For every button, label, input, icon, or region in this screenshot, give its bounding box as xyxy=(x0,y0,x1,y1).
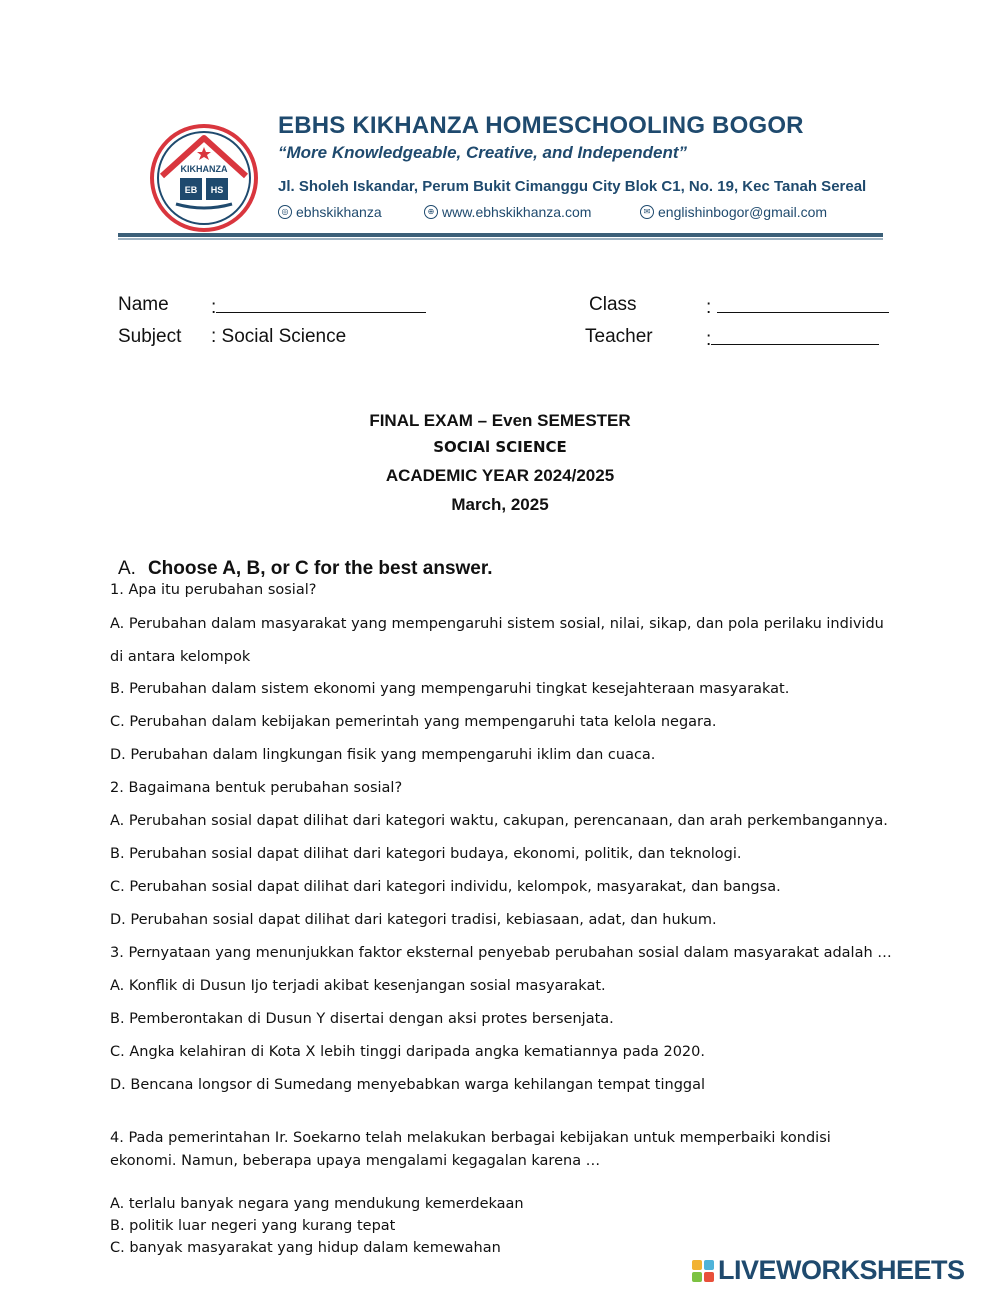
q2-option-a[interactable]: A. Perubahan sosial dapat dilihat dari kategori waktu, cakupan, perencanaan, dan arah perkembangannya. xyxy=(110,813,888,829)
website-url: www.ebhskikhanza.com xyxy=(442,204,592,220)
name-label: Name xyxy=(118,294,169,315)
school-address: Jl. Sholeh Iskandar, Perum Bukit Cimanggu City Blok C1, No. 19, Kec Tanah Sereal xyxy=(278,178,867,195)
exam-subject: SOCIAl SCIENCE xyxy=(433,438,567,456)
name-blank[interactable] xyxy=(216,294,426,313)
question-2: 2. Bagaimana bentuk perubahan sosial? xyxy=(110,780,403,796)
class-colon: : xyxy=(706,297,712,318)
q3-option-b[interactable]: B. Pemberontakan di Dusun Y disertai dengan aksi protes bersenjata. xyxy=(110,1011,614,1027)
question-3: 3. Pernyataan yang menunjukkan faktor eksternal penyebab perubahan sosial dalam masyarakat adalah … xyxy=(110,945,892,961)
exam-title: FINAL EXAM – Even SEMESTER xyxy=(369,411,631,430)
teacher-label: Teacher xyxy=(585,326,653,347)
q2-option-c[interactable]: C. Perubahan sosial dapat dilihat dari kategori individu, kelompok, masyarakat, dan bangsa. xyxy=(110,879,781,895)
q4-option-c[interactable]: C. banyak masyarakat yang hidup dalam kemewahan xyxy=(110,1240,501,1256)
q3-option-c[interactable]: C. Angka kelahiran di Kota X lebih tinggi daripada angka kematiannya pada 2020. xyxy=(110,1044,705,1060)
question-4-line1: 4. Pada pemerintahan Ir. Soekarno telah melakukan berbagai kebijakan untuk memperbaiki kondisi xyxy=(110,1130,831,1146)
q2-option-b[interactable]: B. Perubahan sosial dapat dilihat dari kategori budaya, ekonomi, politik, dan teknologi. xyxy=(110,846,742,862)
class-field[interactable] xyxy=(706,294,889,319)
school-logo xyxy=(146,120,262,232)
section-instruction xyxy=(118,558,492,580)
q1-option-c[interactable]: C. Perubahan dalam kebijakan pemerintah yang mempengaruhi tata kelola negara. xyxy=(110,714,717,730)
logo-text: KIKHANZA xyxy=(180,164,228,174)
liveworksheets-grid-icon xyxy=(692,1260,714,1282)
q3-option-d[interactable]: D. Bencana longsor di Sumedang menyebabkan warga kehilangan tempat tinggal xyxy=(110,1077,706,1093)
contact-website xyxy=(424,204,591,220)
globe-icon: ⊕ xyxy=(424,205,438,219)
q4-option-a[interactable]: A. terlalu banyak negara yang mendukung kemerdekaan xyxy=(110,1196,524,1212)
q1-option-d[interactable]: D. Perubahan dalam lingkungan fisik yang mempengaruhi iklim dan cuaca. xyxy=(110,747,656,763)
name-colon: : xyxy=(211,297,217,318)
question-4-line2: ekonomi. Namun, beberapa upaya mengalami kegagalan karena … xyxy=(110,1153,601,1169)
logo-badge-right: HS xyxy=(210,185,224,195)
logo-badge-left: EB xyxy=(184,185,198,195)
class-label: Class xyxy=(589,294,637,315)
question-1: 1. Apa itu perubahan sosial? xyxy=(110,582,317,598)
instagram-icon: ◎ xyxy=(278,205,292,219)
teacher-field[interactable] xyxy=(706,326,879,351)
email-address: englishinbogor@gmail.com xyxy=(658,204,828,220)
liveworksheets-brand: LIVEWORKSHEETS xyxy=(718,1255,965,1285)
email-icon: ✉ xyxy=(640,205,654,219)
name-field[interactable] xyxy=(211,294,426,319)
contact-instagram xyxy=(278,204,382,220)
school-motto: “More Knowledgeable, Creative, and Independent” xyxy=(278,143,688,162)
school-name: EBHS KIKHANZA HOMESCHOOLING BOGOR xyxy=(278,112,804,139)
teacher-blank[interactable] xyxy=(711,326,879,345)
section-letter: A. xyxy=(118,558,136,579)
q1-option-b[interactable]: B. Perubahan dalam sistem ekonomi yang mempengaruhi tingkat kesejahteraan masyarakat. xyxy=(110,681,790,697)
subject-value: : Social Science xyxy=(211,326,347,347)
letterhead-rule xyxy=(118,233,883,237)
liveworksheets-logo[interactable] xyxy=(692,1255,965,1286)
instruction-text: Choose A, B, or C for the best answer. xyxy=(147,558,493,579)
teacher-colon: : xyxy=(706,329,712,350)
subject-label: Subject xyxy=(118,326,182,347)
contact-email xyxy=(640,204,827,220)
exam-date: March, 2025 xyxy=(451,495,549,514)
q1-option-a-line2[interactable]: di antara kelompok xyxy=(110,649,251,665)
letterhead-rule-light xyxy=(118,238,883,240)
instagram-handle: ebhskikhanza xyxy=(296,204,382,220)
q2-option-d[interactable]: D. Perubahan sosial dapat dilihat dari kategori tradisi, kebiasaan, adat, dan hukum. xyxy=(110,912,717,928)
class-blank[interactable] xyxy=(717,294,889,313)
academic-year: ACADEMIC YEAR 2024/2025 xyxy=(385,466,615,485)
q1-option-a-line1[interactable]: A. Perubahan dalam masyarakat yang mempengaruhi sistem sosial, nilai, sikap, dan pola perilaku individu xyxy=(110,616,884,632)
q4-option-b[interactable]: B. politik luar negeri yang kurang tepat xyxy=(110,1218,396,1234)
q3-option-a[interactable]: A. Konflik di Dusun Ijo terjadi akibat kesenjangan sosial masyarakat. xyxy=(110,978,606,994)
